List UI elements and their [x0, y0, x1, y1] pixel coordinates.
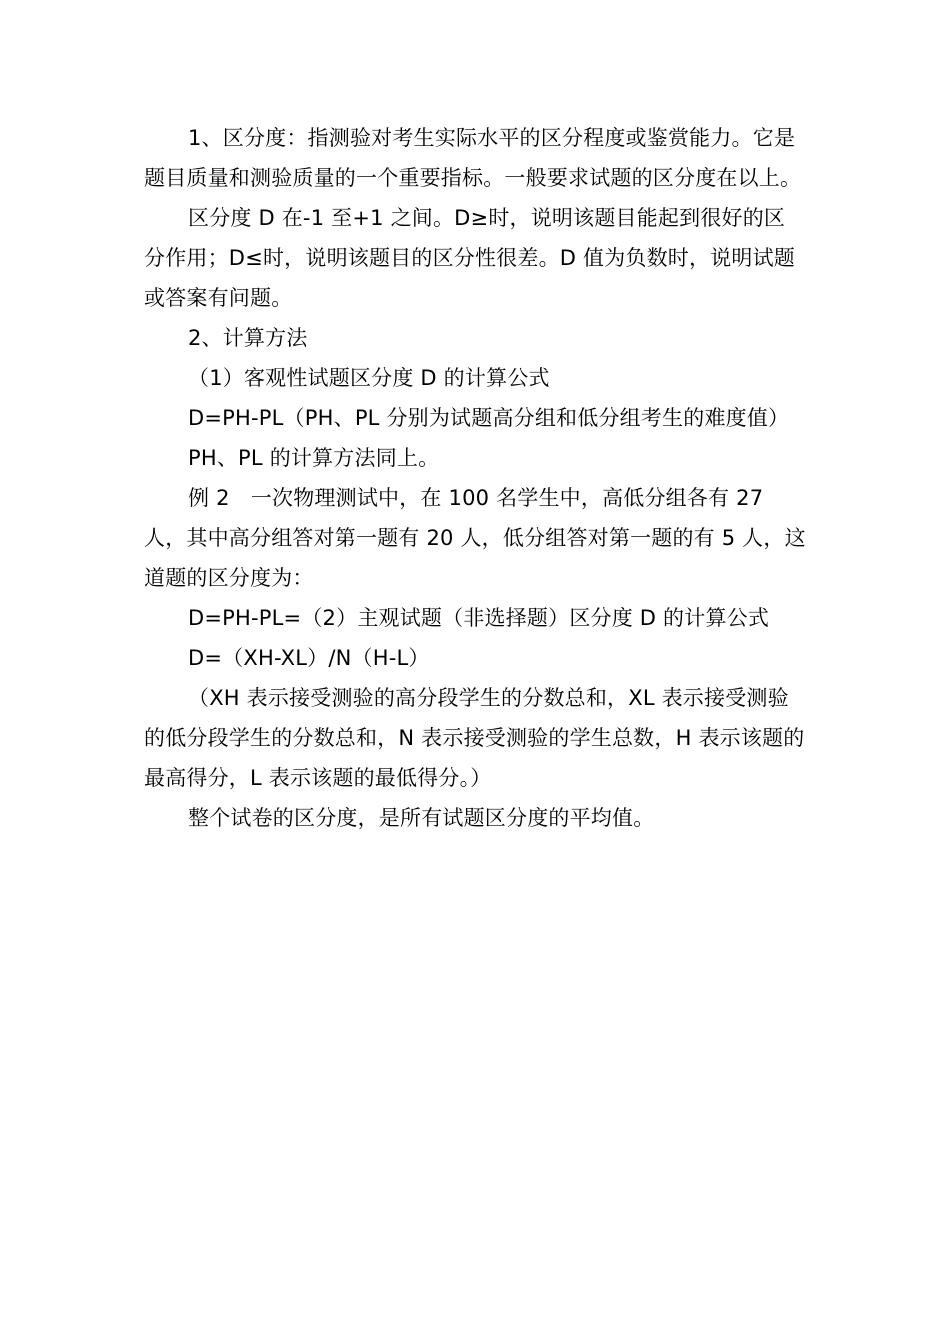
formula-subjective: D=（XH-XL）/N（H-L） — [188, 646, 430, 670]
paragraph-discrimination-range: 区分度 D 在-1 至+1 之间。D≥时，说明该题目能起到很好的区分作用；D≤时，说明该题目的区分性很差。D 值为负数时，说明试题或答案有问题。 — [144, 206, 796, 310]
formula-and-subjective-heading: D=PH-PL=（2）主观试题（非选择题）区分度 D 的计算公式 — [188, 606, 770, 630]
formula-objective: D=PH-PL（PH、PL 分别为试题高分组和低分组考生的难度值） — [188, 406, 790, 430]
paragraph-example-2: 例 2 一次物理测试中，在 100 名学生中，高低分组各有 27 人，其中高分组答对第一题有 20 人，低分组答对第一题的有 5 人，这道题的区分度为： — [144, 486, 806, 590]
document-body — [144, 118, 806, 838]
paragraph-discrimination-definition: 1、区分度：指测验对考生实际水平的区分程度或鉴赏能力。它是题目质量和测验质量的一个重要指标。一般要求试题的区分度在以上。 — [144, 126, 802, 190]
heading-objective-formula: （1）客观性试题区分度 D 的计算公式 — [188, 366, 550, 390]
heading-calculation-method: 2、计算方法 — [188, 326, 308, 350]
paragraph-formula-explanation: （XH 表示接受测验的高分段学生的分数总和，XL 表示接受测验的低分段学生的分数总和，N 表示接受测验的学生总数，H 表示该题的最高得分，L 表示该题的最低得分。） — [144, 686, 805, 790]
paragraph-ph-pl-method: PH、PL 的计算方法同上。 — [188, 446, 440, 470]
paragraph-test-discrimination-average: 整个试卷的区分度，是所有试题区分度的平均值。 — [188, 806, 655, 830]
